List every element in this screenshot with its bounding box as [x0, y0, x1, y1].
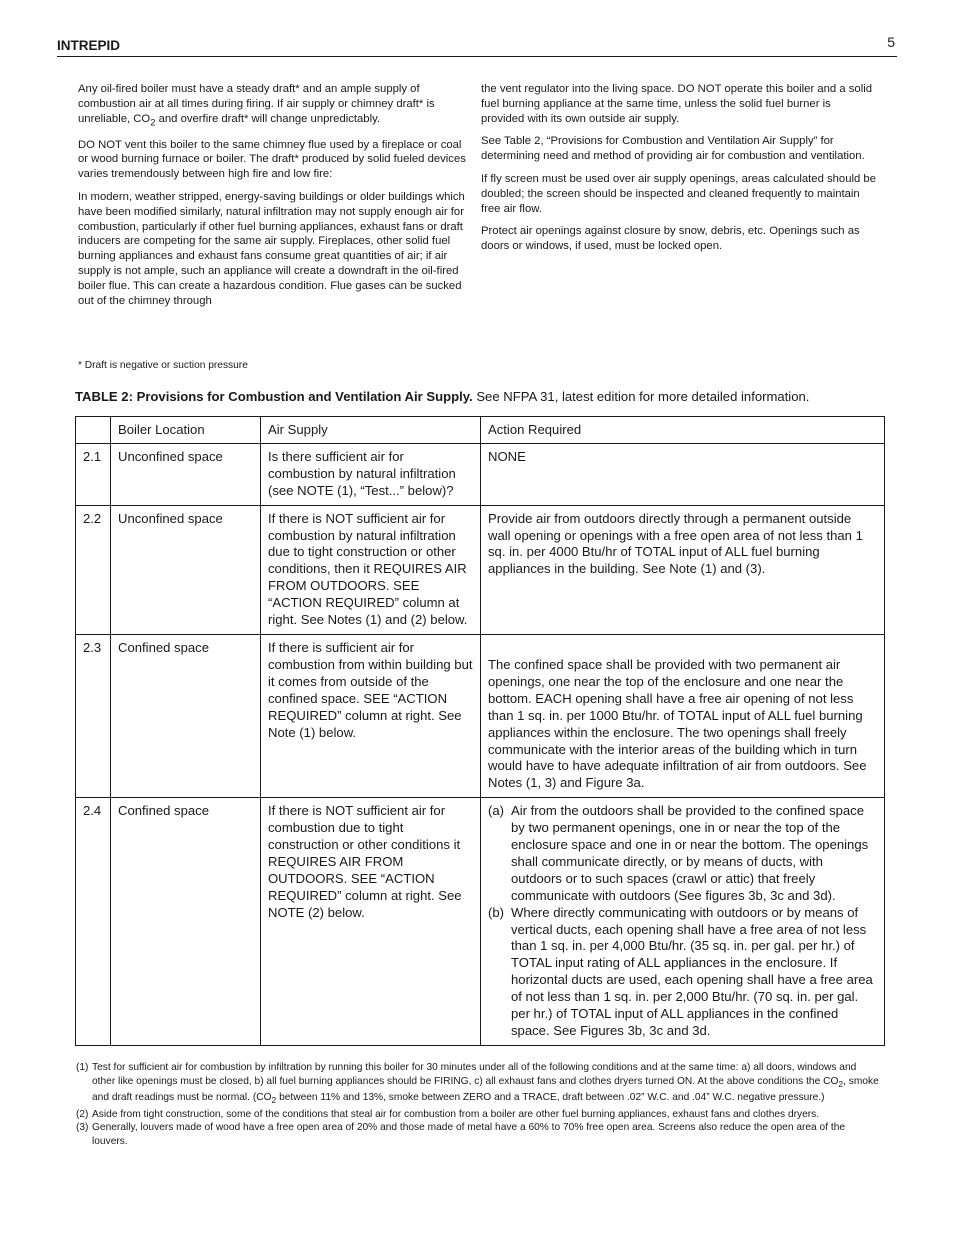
row-number: 2.4 [76, 798, 111, 1046]
header-cell-action: Action Required [481, 417, 885, 444]
row-location: Unconfined space [111, 505, 261, 634]
row-air-supply: If there is NOT sufficient air for combustion due to tight construction or other conditions it REQUIRES AIR FROM OUTDOORS. SEE “ACTION REQUIRED” column at right. See NOTE (2) below. [261, 798, 481, 1046]
page-number: 5 [887, 34, 895, 50]
row-number: 2.2 [76, 505, 111, 634]
paragraph: DO NOT vent this boiler to the same chimney flue used by a fireplace or coal or wood burning furnace or boiler. The draft* produced by solid fueled devices varies tremendously between high fire and low fire: [78, 138, 466, 181]
body-column-right [481, 82, 877, 262]
note-3: (3) Generally, louvers made of wood have a free open area of 20% and those made of metal have a 60% to 70% free open area. Screens also reduce the open area of the louvers. [76, 1122, 846, 1148]
table-title: TABLE 2: Provisions for Combustion and Ventilation Air Supply. See NFPA 31, latest edition for more detailed information. [75, 389, 810, 404]
action-item-a: (a) Air from the outdoors shall be provided to the confined space by two permanent openings, one in or near the top of the enclosure space and one in or near the bottom. The openings shall communicate directly, or by means of ducts, with outdoors or to such spaces (crawl or attic) that freely communicate with outdoors (See figures 3b, 3c and 3d). [488, 803, 869, 903]
paragraph: If fly screen must be used over air supply openings, areas calculated should be doubled; the screen should be inspected and cleaned frequently to maintain free air flow. [481, 172, 876, 215]
row-action: Provide air from outdoors directly through a permanent outside wall opening or openings with a free open area of not less than 1 sq. in. per 4000 Btu/hr of TOTAL input of ALL fuel burning appliances in the building. See Note (1) and (3). [481, 505, 885, 634]
header-cell-number [76, 417, 111, 444]
row-location: Unconfined space [111, 443, 261, 505]
table-row [76, 505, 885, 634]
body-column-left [78, 82, 468, 316]
paragraph: Protect air openings against closure by snow, debris, etc. Openings such as doors or windows, if used, must be locked open. [481, 225, 860, 253]
paragraph: See Table 2, “Provisions for Combustion and Ventilation Air Supply” for determining need and method of providing air for combustion and ventilation. [481, 135, 865, 163]
row-action: The confined space shall be provided with two permanent air openings, one near the top of the enclosure and one near the bottom. EACH opening shall have a free air opening of not less than 1 sq. in. per 1000 Btu/hr. of TOTAL input of ALL fuel burning appliances within the enclosure. The two openings shall freely communicate with the interior areas of the building which in turn would have to have adequate infiltration of air from outdoors. See Notes (1, 3) and Figure 3a. [481, 634, 885, 797]
table-row [76, 798, 885, 1046]
page-header [57, 36, 897, 57]
table-header-row [76, 417, 885, 444]
row-location: Confined space [111, 798, 261, 1046]
row-action: NONE [481, 443, 885, 505]
table-row [76, 443, 885, 505]
brand-title: INTREPID [57, 38, 121, 53]
table-row [76, 634, 885, 797]
row-air-supply: Is there sufficient air for combustion by natural infiltration (see NOTE (1), “Test...” below)? [261, 443, 481, 505]
header-cell-air-supply: Air Supply [261, 417, 481, 444]
row-air-supply: If there is sufficient air for combustion from within building but it comes from outside of the confined space. SEE “ACTION REQUIRED” column at right. See Note (1) below. [261, 634, 481, 797]
paragraph: the vent regulator into the living space. DO NOT operate this boiler and a solid fuel burning appliance at the same time, unless the solid fuel burner is provided with its own outside air supply. [481, 83, 873, 125]
note-1: (1) Test for sufficient air for combustion by infiltration by running this boiler for 30 minutes under all of the following conditions and at the same time: a) all doors, windows and other like openings must be closed, b) all fuel burning appliances should be FIRING, c) all exhaust fans and clothes dryers turned ON. At the above conditions the $CO_2$, smoke and draft readings must be normal. ($CO_2$ between 11% and 13%, smoke between ZERO and a TRACE, draft between .02” W.C. and .04” W.C. negative pressure.) [76, 1062, 879, 1106]
row-location: Confined space [111, 634, 261, 797]
table-notes [76, 1061, 882, 1149]
paragraph: Any oil-fired boiler must have a steady draft* and an ample supply of combustion air at all times during firing. If air supply or chimney draft* is unreliable, $CO_2$ and overfire draft* will change unpredictably. [78, 83, 435, 127]
action-item-b: (b) Where directly communicating with outdoors or by means of vertical ducts, each opening shall have a free area of not less than 1 sq. in. per 4,000 Btu/hr. (35 sq. in. per gal. per hr.) of TOTAL input rating of ALL appliances in the enclosure. If horizontal ducts are used, each opening shall have a free area of not less than 1 sq. in. per 2,000 Btu/hr. (70 sq. in. per gal. per hr.) of TOTAL input of ALL appliances in the confined space. See Figures 3b, 3c and 3d. [488, 904, 873, 1038]
draft-footnote: * Draft is negative or suction pressure [78, 360, 248, 371]
header-cell-location: Boiler Location [111, 417, 261, 444]
action-list [488, 803, 877, 1040]
row-action [481, 798, 885, 1046]
row-air-supply: If there is NOT sufficient air for combustion by natural infiltration due to tight construction or other conditions, then it REQUIRES AIR FROM OUTDOORS. SEE “ACTION REQUIRED” column at right. See Notes (1) and (2) below. [261, 505, 481, 634]
paragraph: In modern, weather stripped, energy-saving buildings or older buildings which have been modified similarly, natural infiltration may not supply enough air for combustion, particularly if other fuel burning appliances, exhaust fans or draft inducers are competing for the same air supply. Fireplaces, other solid fuel burning appliances and exhaust fans consume great quantities of air; if air supply is not ample, such an appliance will create a downdraft in the oil-fired boiler flue. This can create a hazardous condition. Flue gases can be sucked out of the chimney through [78, 191, 465, 307]
row-number: 2.3 [76, 634, 111, 797]
note-2: (2) Aside from tight construction, some of the conditions that steal air for combustion from a boiler are other fuel burning appliances, exhaust fans and clothes dryers. [76, 1108, 820, 1120]
row-number: 2.1 [76, 443, 111, 505]
air-supply-table [75, 416, 885, 1046]
